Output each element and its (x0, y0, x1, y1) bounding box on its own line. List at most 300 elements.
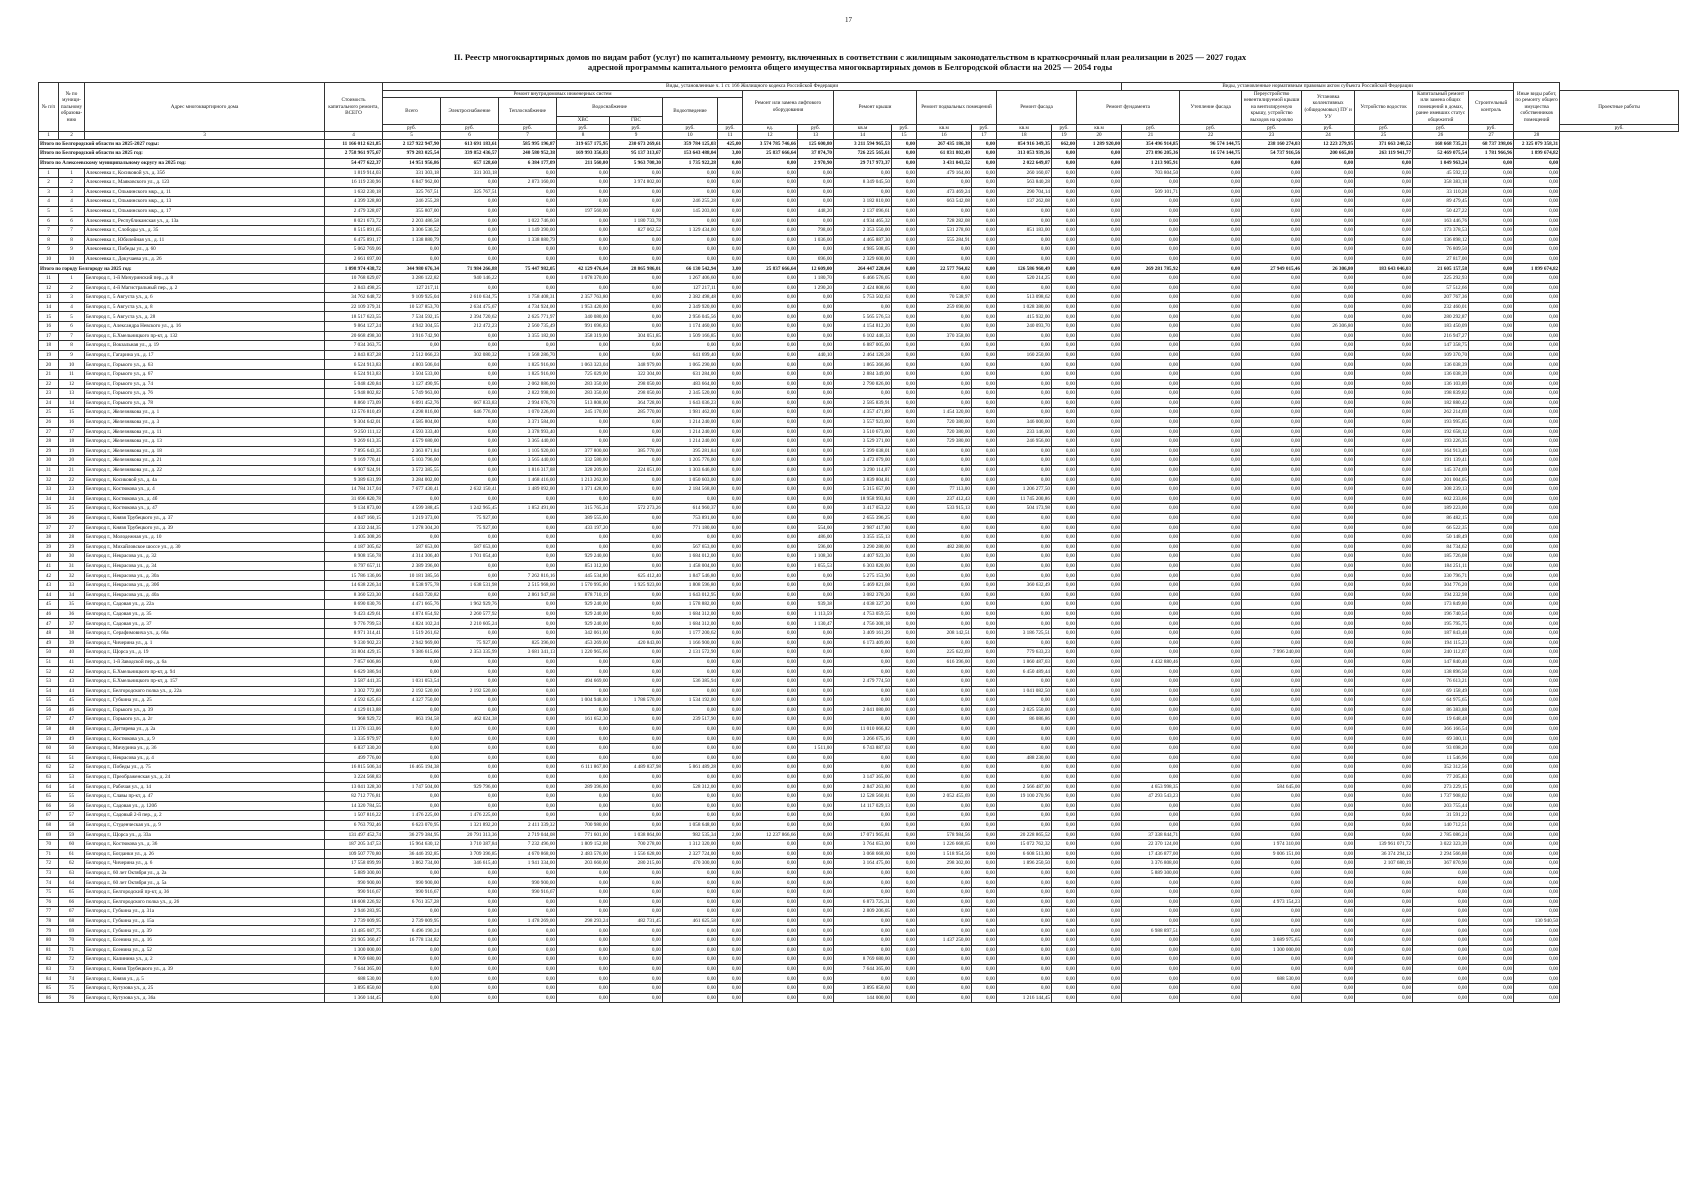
address-cell: Белгород г., Некрасова ул., д. 32 (85, 552, 325, 562)
municipal-number: 14 (59, 398, 85, 408)
value-cell: 147 358,75 (1413, 341, 1469, 351)
value-cell: 0,00 (1052, 657, 1077, 667)
value-cell: 2 585 839,91 (834, 398, 892, 408)
municipal-number: 7 (59, 331, 85, 341)
value-cell: 0,00 (610, 437, 663, 447)
value-cell: 0,00 (441, 945, 499, 955)
value-cell: 5 469 821,08 (834, 581, 892, 591)
value-cell: 0,00 (1180, 964, 1242, 974)
value-cell: 12 576 810,49 (325, 408, 383, 418)
value-cell: 9 386 615,66 (383, 648, 441, 658)
value-cell: 0,00 (1052, 619, 1077, 629)
value-cell: 50 427,22 (1413, 206, 1469, 216)
value-cell: 0,00 (610, 715, 663, 725)
value-cell: 14 951 956,86 (383, 158, 441, 168)
value-cell: 1 166 900,00 (663, 638, 718, 648)
value-cell: 0,00 (1077, 772, 1122, 782)
value-cell: 76 809,50 (1413, 245, 1469, 255)
municipal-number: 24 (59, 494, 85, 504)
value-cell: 0,00 (972, 811, 997, 821)
value-cell: 0,00 (383, 753, 441, 763)
value-cell: 728 282,08 (917, 216, 972, 226)
value-cell: 75 447 982,05 (499, 264, 557, 274)
value-cell: 990 900,00 (383, 878, 441, 888)
value-cell: 5 103 796,00 (383, 456, 441, 466)
value-cell: 1 058 648,00 (663, 820, 718, 830)
table-row (39, 840, 1679, 850)
value-cell: 0,00 (892, 820, 917, 830)
value-cell: 0,00 (1302, 734, 1355, 744)
value-cell: 0,00 (557, 350, 610, 360)
value-cell: 130 940,50 (1514, 916, 1560, 926)
value-cell: 0,00 (441, 763, 499, 773)
value-cell: 0,00 (1180, 523, 1242, 533)
value-cell: 0,00 (1514, 888, 1560, 898)
value-cell: 0,00 (743, 360, 798, 370)
value-cell: 240 112,07 (1413, 648, 1469, 658)
value-cell: 395 281,84 (663, 446, 718, 456)
value-cell: 3 286 122,82 (383, 274, 441, 284)
value-cell: 183 450,09 (1413, 322, 1469, 332)
value-cell: 0,00 (997, 964, 1052, 974)
value-cell: 0,00 (917, 350, 972, 360)
value-cell: 0,00 (798, 571, 834, 581)
value-cell: 0,00 (1122, 178, 1180, 188)
value-cell: 0,00 (1469, 600, 1514, 610)
value-cell: 0,00 (972, 245, 997, 255)
value-cell: 0,00 (1355, 561, 1413, 571)
value-cell: 0,00 (1077, 916, 1122, 926)
value-cell: 0,00 (1122, 955, 1180, 965)
table-row (39, 590, 1679, 600)
value-cell: 0,00 (1180, 859, 1242, 869)
value-cell: 0,00 (1355, 370, 1413, 380)
value-cell: 2 843 837,28 (325, 350, 383, 360)
value-cell: 0,00 (557, 533, 610, 543)
row-number: 16 (39, 322, 59, 332)
value-cell: 554,00 (798, 523, 834, 533)
value-cell: 0,00 (892, 657, 917, 667)
value-cell: 0,00 (1355, 945, 1413, 955)
address-cell: Белгород г., Кутузова ул., д. 25 (85, 984, 325, 994)
value-cell: 0,00 (1077, 437, 1122, 447)
value-cell: 0,00 (1355, 926, 1413, 936)
value-cell: 0,00 (1302, 840, 1355, 850)
value-cell: 1 022 746,00 (499, 216, 557, 226)
table-row (39, 878, 1679, 888)
value-cell: 2 424 808,66 (834, 283, 892, 293)
table-row (39, 782, 1679, 792)
value-cell: 0,00 (1242, 302, 1302, 312)
value-cell: 0,00 (1302, 158, 1355, 168)
value-cell: 0,00 (743, 216, 798, 226)
value-cell: 64 975,65 (1413, 696, 1469, 706)
value-cell: 0,00 (1180, 993, 1242, 1003)
value-cell: 0,00 (1242, 715, 1302, 725)
value-cell: 0,00 (499, 600, 557, 610)
value-cell: 0,00 (1355, 437, 1413, 447)
table-row (39, 235, 1679, 245)
value-cell: 0,00 (1077, 341, 1122, 351)
value-cell: 0,00 (610, 427, 663, 437)
value-cell: 0,00 (972, 235, 997, 245)
value-cell: 0,00 (972, 370, 997, 380)
address-cell: Белгород г., Б.Хмельницкого пр-кт, д. 132 (85, 331, 325, 341)
municipal-number: 6 (59, 216, 85, 226)
value-cell: 0,00 (610, 235, 663, 245)
value-cell: 0,00 (834, 926, 892, 936)
table-row (39, 485, 1679, 495)
value-cell: 0,00 (1077, 187, 1122, 197)
value-cell: 0,00 (1514, 993, 1560, 1003)
row-number: 4 (39, 197, 59, 207)
value-cell: 0,00 (610, 868, 663, 878)
column-number: 28 (1514, 132, 1560, 140)
value-cell: 1 825 916,00 (499, 360, 557, 370)
value-cell: 3 266 675,16 (834, 734, 892, 744)
value-cell: 0,00 (718, 724, 743, 734)
value-cell: 0,00 (917, 984, 972, 994)
value-cell: 0,00 (743, 677, 798, 687)
value-cell: 173 378,53 (1413, 226, 1469, 236)
value-cell: 2 025 550,00 (997, 705, 1052, 715)
column-number: 3 (85, 132, 325, 140)
value-cell: 0,00 (1355, 513, 1413, 523)
value-cell: 700 980,00 (557, 820, 610, 830)
value-cell: 0,00 (1514, 350, 1560, 360)
value-cell: 21 905 360,47 (325, 936, 383, 946)
value-cell: 6 988 897,51 (1122, 926, 1180, 936)
value-cell: 0,00 (997, 677, 1052, 687)
value-cell: 0,00 (834, 763, 892, 773)
value-cell: 0,00 (1355, 590, 1413, 600)
unit: руб. (1242, 124, 1302, 132)
address-cell: Белгород г., Дегтярева ул., д. 2а (85, 724, 325, 734)
value-cell: 0,00 (1469, 792, 1514, 802)
value-cell: 0,00 (1122, 648, 1180, 658)
value-cell: 77 113,00 (917, 485, 972, 495)
value-cell: 0,00 (743, 293, 798, 303)
value-cell: 1 509 166,85 (663, 331, 718, 341)
value-cell: 0,00 (1122, 984, 1180, 994)
row-number: 70 (39, 840, 59, 850)
value-cell: 0,00 (1122, 312, 1180, 322)
value-cell: 0,00 (1514, 609, 1560, 619)
value-cell: 0,00 (743, 964, 798, 974)
value-cell: 0,00 (1355, 341, 1413, 351)
value-cell: 0,00 (1242, 629, 1302, 639)
value-cell: 4 599 388,45 (383, 504, 441, 514)
value-cell: 0,00 (743, 849, 798, 859)
value-cell: 2 956 045,56 (663, 312, 718, 322)
value-cell: 0,00 (1302, 964, 1355, 974)
value-cell: 0,00 (892, 782, 917, 792)
value-cell: 0,00 (798, 408, 834, 418)
value-cell: 486,00 (798, 533, 834, 543)
value-cell: 0,00 (892, 772, 917, 782)
value-cell: 2 483 576,00 (557, 849, 610, 859)
value-cell: 0,00 (997, 868, 1052, 878)
value-cell: 0,00 (917, 955, 972, 965)
value-cell: 8 971 314,41 (325, 629, 383, 639)
value-cell: 0,00 (1180, 609, 1242, 619)
value-cell: 0,00 (1180, 561, 1242, 571)
value-cell: 0,00 (1180, 456, 1242, 466)
value-cell: 0,00 (892, 139, 917, 149)
value-cell: 0,00 (1302, 916, 1355, 926)
municipal-number: 60 (59, 840, 85, 850)
value-cell: 0,00 (1514, 446, 1560, 456)
value-cell: 0,00 (1052, 542, 1077, 552)
value-cell: 0,00 (917, 772, 972, 782)
address-cell: Белгород г., Рабочая ул., д. 14 (85, 782, 325, 792)
header-dormitory: Капитальный ремонт или замена общих помещений в домах, ранее имевших статус общежитий (1413, 90, 1469, 124)
value-cell: 0,00 (610, 705, 663, 715)
value-cell: 0,00 (1122, 197, 1180, 207)
value-cell: 0,00 (1514, 571, 1560, 581)
value-cell: 1 458 004,00 (663, 561, 718, 571)
value-cell: 0,00 (441, 792, 499, 802)
value-cell: 0,00 (1242, 638, 1302, 648)
value-cell: 3 689 975,65 (1242, 936, 1302, 946)
municipal-number: 7 (59, 226, 85, 236)
table-row (39, 322, 1679, 332)
row-number: 42 (39, 571, 59, 581)
value-cell: 289 396,00 (557, 782, 610, 792)
value-cell: 990 916,67 (383, 888, 441, 898)
value-cell: 0,00 (1355, 485, 1413, 495)
value-cell: 0,00 (1077, 926, 1122, 936)
value-cell: 0,00 (441, 456, 499, 466)
value-cell: 4 734 924,00 (499, 302, 557, 312)
value-cell: 0,00 (441, 878, 499, 888)
address-cell: Белгород г., Чичерина ул., д. 1 (85, 638, 325, 648)
value-cell: 0,00 (972, 379, 997, 389)
value-cell: 0,00 (1514, 667, 1560, 677)
value-cell: 0,00 (917, 801, 972, 811)
value-cell: 0,00 (798, 705, 834, 715)
value-cell: 3 417 053,22 (834, 504, 892, 514)
value-cell: 0,00 (1077, 504, 1122, 514)
value-cell: 0,00 (1514, 322, 1560, 332)
value-cell: 0,00 (743, 465, 798, 475)
value-cell: 12 237 866,66 (743, 830, 798, 840)
value-cell: 0,00 (1242, 216, 1302, 226)
row-number: 71 (39, 849, 59, 859)
value-cell: 125 600,80 (798, 139, 834, 149)
value-cell: 0,00 (917, 456, 972, 466)
value-cell: 0,00 (743, 456, 798, 466)
value-cell: 0,00 (1077, 629, 1122, 639)
value-cell: 0,00 (1242, 475, 1302, 485)
value-cell: 147 840,40 (1413, 657, 1469, 667)
row-number: 27 (39, 427, 59, 437)
value-cell: 1 063 323,04 (557, 360, 610, 370)
value-cell: 0,00 (798, 331, 834, 341)
value-cell: 0,00 (1180, 178, 1242, 188)
value-cell: 187 843,48 (1413, 629, 1469, 639)
address-cell: Белгород г., Садовый 2-й пер., д. 2 (85, 811, 325, 821)
address-cell: Белгород г., Горького ул., д. 78 (85, 398, 325, 408)
value-cell: 1 643 012,95 (663, 590, 718, 600)
value-cell: 0,00 (1052, 849, 1077, 859)
value-cell: 0,00 (743, 283, 798, 293)
value-cell: 0,00 (1077, 206, 1122, 216)
value-cell: 0,00 (972, 897, 997, 907)
value-cell: 0,00 (1122, 254, 1180, 264)
header-eng-total: Всего (383, 98, 441, 124)
address-cell: Белгород г., Костюкова ул., д. 36 (85, 840, 325, 850)
value-cell: 0,00 (1077, 465, 1122, 475)
value-cell: 0,00 (892, 254, 917, 264)
value-cell: 0,00 (1180, 274, 1242, 284)
value-cell: 0,00 (663, 341, 718, 351)
value-cell: 0,00 (743, 331, 798, 341)
value-cell: 0,00 (663, 187, 718, 197)
municipal-number: 57 (59, 811, 85, 821)
value-cell: 0,00 (663, 868, 718, 878)
value-cell: 0,00 (718, 715, 743, 725)
value-cell: 0,00 (1469, 753, 1514, 763)
value-cell: 0,00 (1413, 955, 1469, 965)
value-cell: 0,00 (892, 571, 917, 581)
column-number: 23 (1242, 132, 1302, 140)
row-number: 69 (39, 830, 59, 840)
value-cell: 8 690 030,76 (325, 600, 383, 610)
value-cell: 0,00 (1052, 552, 1077, 562)
value-cell: 2 192 520,00 (383, 686, 441, 696)
value-cell: 2 785 086,24 (1413, 830, 1469, 840)
value-cell: 854 916 349,35 (997, 139, 1052, 149)
value-cell: 0,00 (1122, 226, 1180, 236)
value-cell: 0,00 (743, 792, 798, 802)
row-number: 14 (39, 302, 59, 312)
value-cell: 0,00 (972, 465, 997, 475)
value-cell: 0,00 (1122, 533, 1180, 543)
value-cell: 0,00 (798, 629, 834, 639)
value-cell: 0,00 (610, 984, 663, 994)
address-cell: Белгород г., Молодежная ул., д. 10 (85, 533, 325, 543)
value-cell: 0,00 (997, 341, 1052, 351)
value-cell: 1 519 261,62 (383, 629, 441, 639)
value-cell: 0,00 (718, 389, 743, 399)
value-cell: 3 409 161,29 (834, 629, 892, 639)
value-cell: 1 899 674,82 (1514, 149, 1560, 159)
table-row (39, 705, 1679, 715)
value-cell: 1 149 390,00 (499, 226, 557, 236)
table-row (39, 715, 1679, 725)
value-cell: 0,00 (892, 235, 917, 245)
municipal-number: 26 (59, 513, 85, 523)
value-cell: 0,00 (1180, 868, 1242, 878)
unit: руб. (892, 124, 917, 132)
value-cell: 0,00 (1469, 494, 1514, 504)
value-cell: 0,00 (972, 523, 997, 533)
value-cell: 0,00 (1122, 235, 1180, 245)
value-cell: 0,00 (1077, 657, 1122, 667)
value-cell: 0,00 (1052, 523, 1077, 533)
value-cell: 0,00 (1514, 686, 1560, 696)
value-cell: 0,00 (1122, 897, 1180, 907)
table-row (39, 916, 1679, 926)
value-cell: 0,00 (557, 187, 610, 197)
value-cell: 0,00 (892, 456, 917, 466)
value-cell: 0,00 (1355, 667, 1413, 677)
row-number: 11 (39, 274, 59, 284)
value-cell: 3 529 371,00 (834, 437, 892, 447)
value-cell: 3,00 (718, 149, 743, 159)
value-cell: 0,00 (798, 216, 834, 226)
value-cell: 109 370,70 (1413, 350, 1469, 360)
address-cell: Белгород г., 60 лет Октября ул., д. 5а (85, 878, 325, 888)
column-number: 9 (610, 132, 663, 140)
value-cell: 3 405 308,26 (325, 533, 383, 543)
value-cell: 0,00 (972, 782, 997, 792)
value-cell: 367 870,90 (1413, 859, 1469, 869)
value-cell: 0,00 (1052, 667, 1077, 677)
value-cell: 0,00 (718, 494, 743, 504)
value-cell: 0,00 (892, 523, 917, 533)
value-cell: 0,00 (1302, 820, 1355, 830)
value-cell: 0,00 (1514, 197, 1560, 207)
value-cell: 0,00 (1413, 916, 1469, 926)
value-cell: 0,00 (441, 724, 499, 734)
value-cell: 0,00 (1242, 859, 1302, 869)
value-cell: 0,00 (1242, 235, 1302, 245)
value-cell: 0,00 (1242, 571, 1302, 581)
value-cell: 0,00 (1355, 878, 1413, 888)
municipal-number: 8 (59, 341, 85, 351)
value-cell: 0,00 (972, 638, 997, 648)
value-cell: 0,00 (1302, 926, 1355, 936)
value-cell: 14 117 029,13 (834, 801, 892, 811)
value-cell: 0,00 (1052, 897, 1077, 907)
value-cell: 0,00 (798, 734, 834, 744)
value-cell: 0,00 (663, 888, 718, 898)
value-cell: 0,00 (1242, 456, 1302, 466)
value-cell: 0,00 (610, 820, 663, 830)
value-cell: 0,00 (743, 168, 798, 178)
value-cell: 827 062,52 (610, 226, 663, 236)
value-cell: 0,00 (917, 667, 972, 677)
value-cell: 0,00 (1355, 782, 1413, 792)
value-cell: 0,00 (972, 226, 997, 236)
value-cell: 0,00 (718, 974, 743, 984)
value-cell: 0,00 (834, 648, 892, 658)
row-number: 55 (39, 696, 59, 706)
value-cell: 0,00 (1469, 763, 1514, 773)
value-cell: 6 475 891,17 (325, 235, 383, 245)
value-cell: 2 411 339,32 (499, 820, 557, 830)
value-cell: 366 166,54 (1413, 724, 1469, 734)
value-cell: 0,00 (557, 437, 610, 447)
value-cell: 193 226,35 (1413, 437, 1469, 447)
value-cell: 0,00 (1180, 302, 1242, 312)
value-cell: 0,00 (1514, 485, 1560, 495)
value-cell: 0,00 (1242, 744, 1302, 754)
value-cell: 1 290,20 (798, 283, 834, 293)
value-cell: 0,00 (718, 772, 743, 782)
value-cell: 139 961 071,72 (1355, 840, 1413, 850)
value-cell: 0,00 (1514, 648, 1560, 658)
value-cell: 0,00 (1469, 360, 1514, 370)
value-cell: 0,00 (1242, 197, 1302, 207)
value-cell: 1 570 995,80 (557, 581, 610, 591)
value-cell: 0,00 (1355, 897, 1413, 907)
value-cell: 0,00 (1469, 830, 1514, 840)
value-cell: 0,00 (1242, 830, 1302, 840)
value-cell: 0,00 (663, 667, 718, 677)
